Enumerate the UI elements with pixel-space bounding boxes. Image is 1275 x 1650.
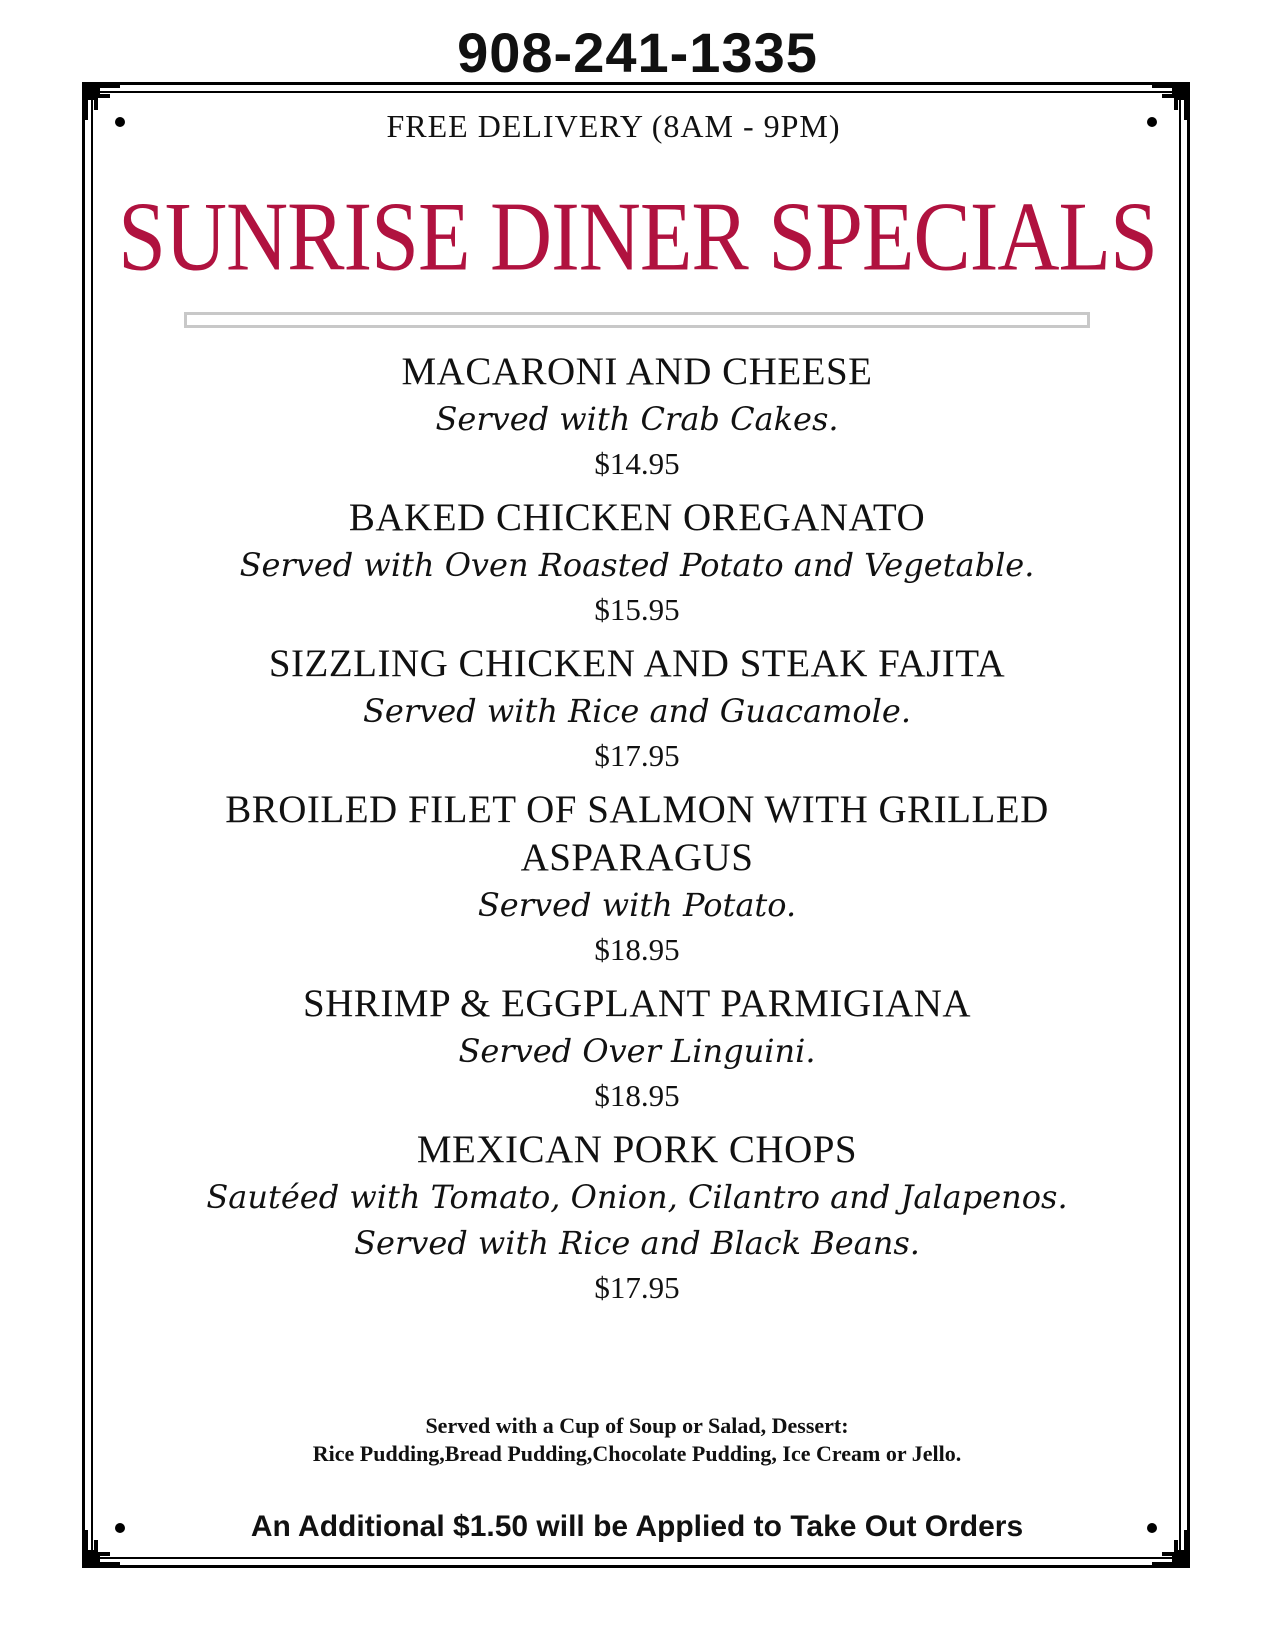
item-name: BAKED CHICKEN OREGANATO [348,496,926,539]
item-name: BROILED FILET OF SALMON WITH GRILLED ASPARAGUS [225,788,1049,879]
menu-item [184,640,1090,778]
specials-list [184,348,1090,1318]
item-description: Served with Rice and Black Beans. [354,1224,920,1262]
corner-ornament-bottom-right [1132,1510,1192,1570]
menu-item [184,1126,1090,1310]
delivery-hours: FREE DELIVERY (8AM - 9PM) [386,108,841,144]
item-price: $17.95 [594,1270,680,1305]
phone-number: 908-241-1335 [457,21,818,84]
menu-item [184,494,1090,632]
page-title: SUNRISE DINER SPECIALS [118,180,1157,292]
sides-line: Served with a Cup of Soup or Salad, Dessert: [425,1413,849,1438]
item-description: Sautéed with Tomato, Onion, Cilantro and Jalapenos. [206,1178,1068,1216]
item-description: Served Over Linguini. [458,1032,816,1070]
title-divider [184,312,1090,328]
item-name: SIZZLING CHICKEN AND STEAK FAJITA [268,642,1006,685]
menu-item [184,348,1090,486]
item-description: Served with Potato. [477,886,797,924]
item-price: $17.95 [594,738,680,773]
item-price: $14.95 [594,446,680,481]
item-description: Served with Oven Roasted Potato and Vegetable. [239,546,1035,584]
item-name: MEXICAN PORK CHOPS [416,1128,858,1171]
item-price: $18.95 [594,932,680,967]
menu-item [184,980,1090,1118]
menu-item [184,786,1090,972]
item-description: Served with Rice and Guacamole. [363,692,911,730]
included-sides-note [184,1412,1090,1468]
corner-ornament-bottom-left [80,1510,140,1570]
takeout-surcharge-note: An Additional $1.50 will be Applied to Take Out Orders [250,1510,1024,1543]
item-name: SHRIMP & EGGPLANT PARMIGIANA [302,982,972,1025]
item-price: $18.95 [594,1078,680,1113]
desserts-line: Rice Pudding,Bread Pudding,Chocolate Pudding, Ice Cream or Jello. [312,1441,962,1466]
item-description: Served with Crab Cakes. [435,400,839,438]
item-price: $15.95 [594,592,680,627]
item-name: MACARONI AND CHEESE [401,350,873,393]
